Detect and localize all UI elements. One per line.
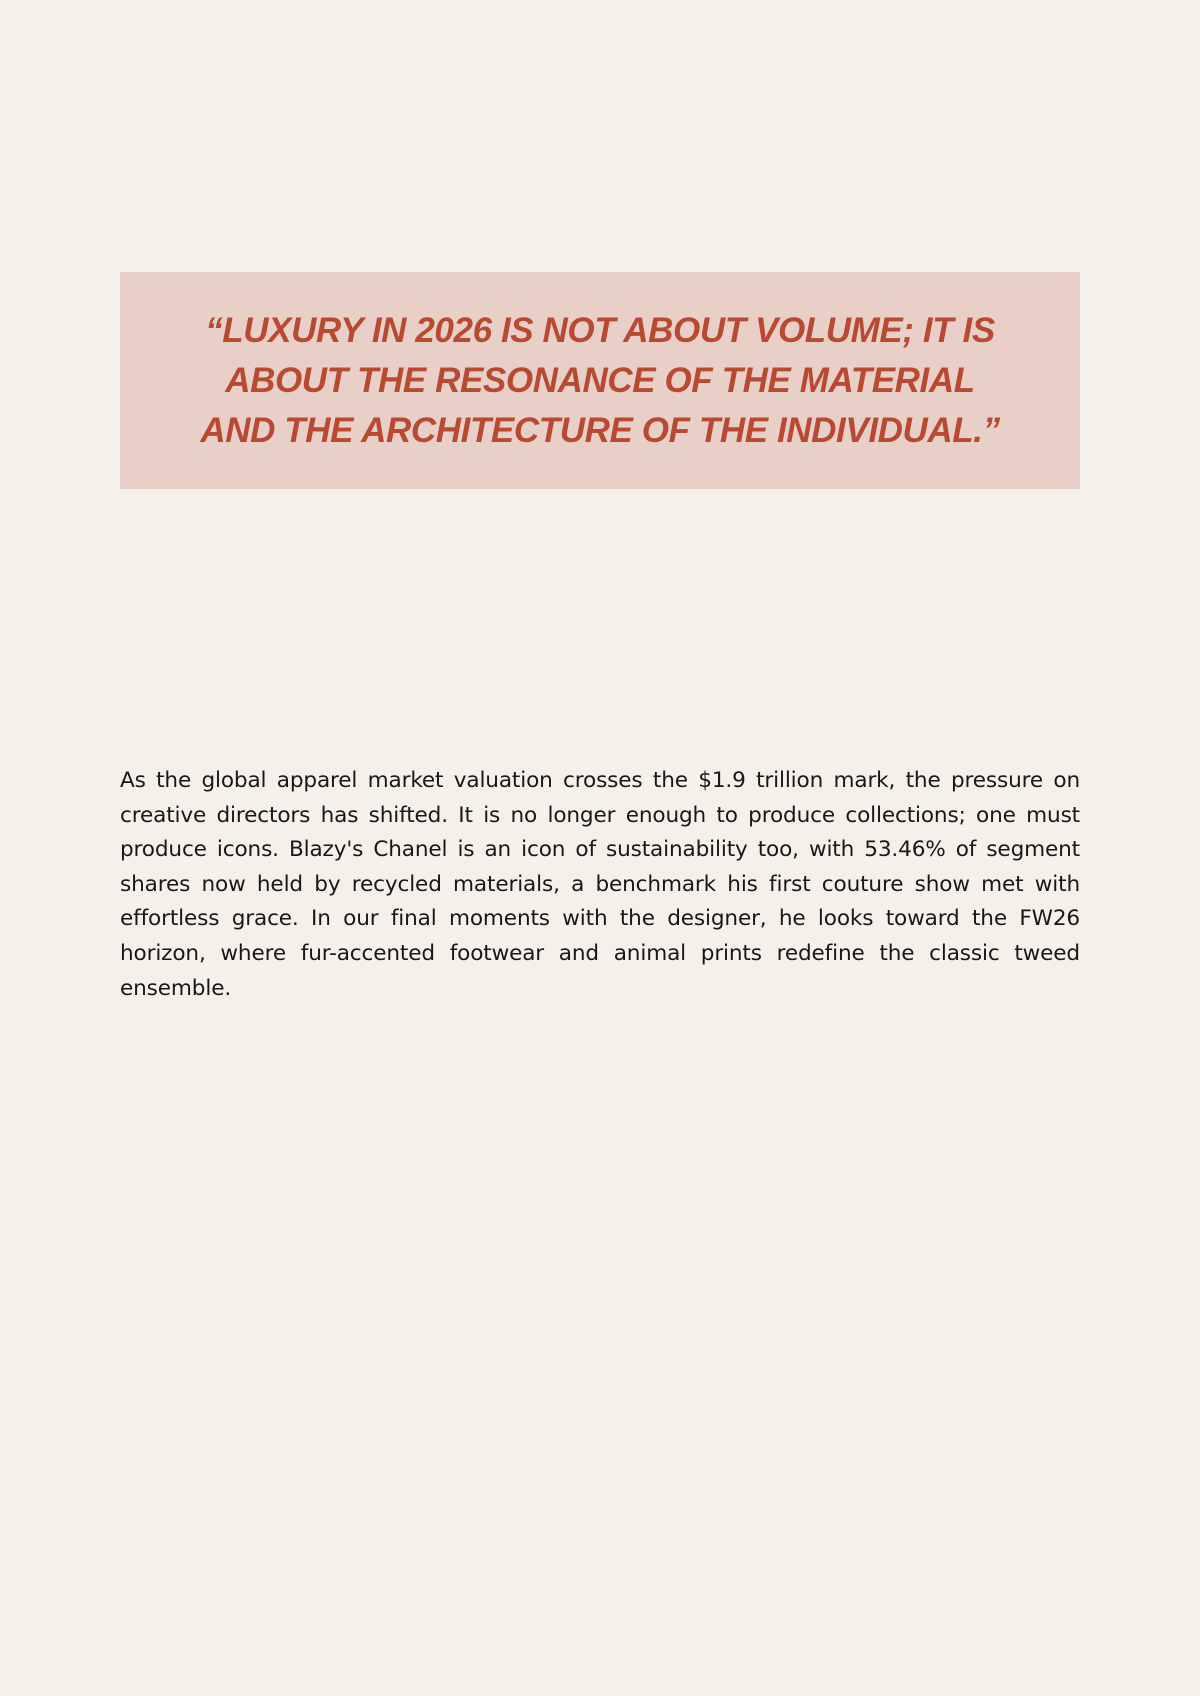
pull-quote-box [120, 272, 1080, 489]
pull-quote-text: “LUXURY IN 2026 IS NOT ABOUT VOLUME; IT IS ABOUT THE RESONANCE OF THE MATERIAL AND THE ARCHITECTURE OF THE INDIVIDUAL.” [200, 310, 1000, 450]
article-paragraph: As the global apparel market valuation crosses the $1.9 trillion mark, the pressure on creative directors has shifted. It is no longer enough to produce collections; one must produce icons. Blazy's Chanel is an icon of sustainability too, with 53.46% of segment shares now held by recycled materials, a benchmark his first couture show met with effortless grace. In our final moments with the designer, he looks toward the FW26 horizon, where fur-accented footwear and animal prints redefine the classic tweed ensemble. [120, 768, 1080, 1001]
